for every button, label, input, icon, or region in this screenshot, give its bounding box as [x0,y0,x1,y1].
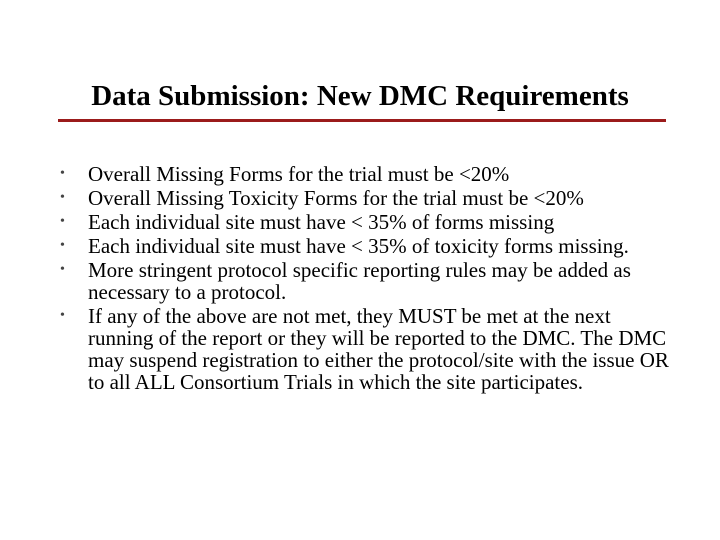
bullet-text: Each individual site must have < 35% of forms missing [88,210,555,234]
bullet-icon: • [60,262,65,277]
bullet-text: More stringent protocol specific reporting rules may be added as necessary to a protocol. [88,258,631,304]
bullet-item [60,305,680,393]
bullet-text: Overall Missing Forms for the trial must be <20% [88,162,510,186]
slide-title: Data Submission: New DMC Requirements [91,80,629,112]
bullet-list [60,163,680,395]
bullet-item [60,211,680,233]
bullet-item [60,259,680,303]
bullet-icon: • [60,166,65,181]
title-divider [58,119,666,122]
bullet-text: Overall Missing Toxicity Forms for the trial must be <20% [88,186,584,210]
bullet-item [60,163,680,185]
bullet-item [60,235,680,257]
bullet-item [60,187,680,209]
bullet-text: If any of the above are not met, they MUST be met at the next running of the report or they will be reported to the DMC. The DMC may suspend registration to either the protocol/site with the issue OR to all ALL Consortium Trials in which the site participates. [88,304,669,394]
bullet-text: Each individual site must have < 35% of toxicity forms missing. [88,234,629,258]
bullet-icon: • [60,238,65,253]
bullet-icon: • [60,214,65,229]
bullet-icon: • [60,308,65,323]
bullet-icon: • [60,190,65,205]
